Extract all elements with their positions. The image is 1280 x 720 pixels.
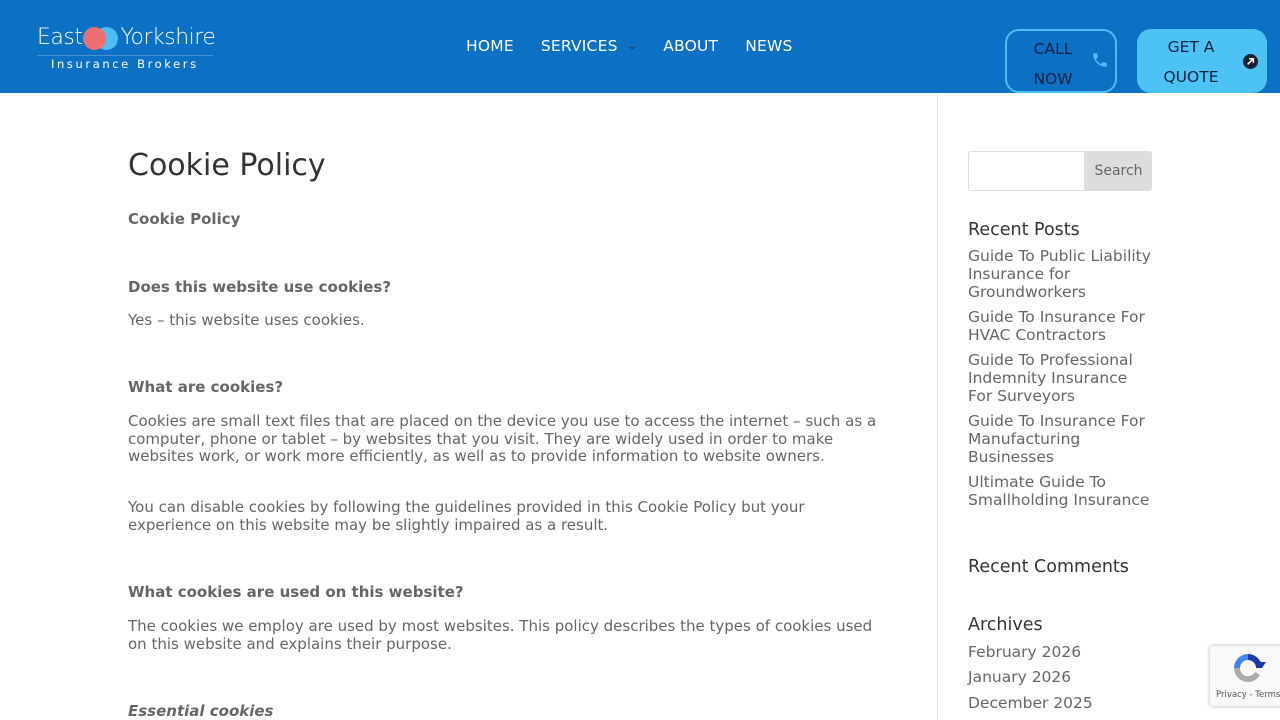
sidebar-divider bbox=[937, 93, 938, 720]
arrow-up-right-icon bbox=[1243, 54, 1258, 69]
nav-news[interactable] bbox=[745, 37, 792, 55]
nav-home[interactable] bbox=[466, 37, 514, 55]
section-subheading: Essential cookies bbox=[128, 702, 274, 720]
recent-post-link[interactable]: Guide To Public Liability Insurance for Groundworkers bbox=[968, 247, 1151, 301]
page-title: Cookie Policy bbox=[128, 148, 326, 183]
recent-post-link[interactable]: Ultimate Guide To Smallholding Insurance bbox=[968, 473, 1150, 509]
main-nav bbox=[466, 34, 820, 58]
section-heading: What are cookies? bbox=[128, 378, 284, 396]
logo-word-yorkshire: Yorkshire bbox=[120, 25, 216, 50]
search-button[interactable]: Search bbox=[1084, 152, 1152, 190]
nav-home-label: HOME bbox=[466, 37, 514, 55]
site-logo[interactable] bbox=[37, 22, 217, 74]
recent-post-link[interactable]: Guide To Insurance For Manufacturing Businesses bbox=[968, 412, 1145, 466]
chevron-down-icon: ⌄ bbox=[626, 40, 638, 52]
section-heading: What cookies are used on this website? bbox=[128, 583, 464, 601]
nav-about[interactable] bbox=[663, 37, 718, 55]
get-a-quote-line1: GET A bbox=[1167, 38, 1215, 56]
call-now-label bbox=[1029, 34, 1077, 94]
paragraph: Cookies are small text files that are placed on the device you use to access the internet – such as a computer, phone or tablet – by websites that you visit. They are widely used in order to make websites work, or work more efficiently, as well as to provide information to website owners. bbox=[128, 412, 877, 466]
section-heading: Cookie Policy bbox=[128, 210, 241, 228]
call-now-line1: CALL bbox=[1033, 40, 1073, 58]
archive-link[interactable]: January 2026 bbox=[968, 668, 1072, 686]
section-heading: Does this website use cookies? bbox=[128, 278, 392, 296]
recent-post-link[interactable]: Guide To Professional Indemnity Insurance For Surveyors bbox=[968, 351, 1133, 405]
get-a-quote-button[interactable] bbox=[1137, 29, 1267, 93]
logo-word-east: East bbox=[37, 25, 83, 50]
search-input[interactable] bbox=[969, 152, 1084, 190]
site-header bbox=[0, 0, 1280, 93]
archive-link[interactable]: December 2025 bbox=[968, 694, 1093, 712]
paragraph: Yes – this website uses cookies. bbox=[128, 311, 365, 329]
nav-services-label: SERVICES bbox=[540, 37, 618, 55]
archive-link[interactable]: February 2026 bbox=[968, 643, 1082, 661]
logo-wordmark bbox=[37, 22, 215, 54]
get-a-quote-line2: QUOTE bbox=[1163, 68, 1219, 86]
recaptcha-privacy-terms[interactable]: Privacy - Terms bbox=[1216, 690, 1280, 700]
recent-post-link[interactable]: Guide To Insurance For HVAC Contractors bbox=[968, 308, 1145, 344]
call-now-button[interactable] bbox=[1005, 29, 1117, 93]
nav-services[interactable] bbox=[541, 37, 636, 55]
phone-icon bbox=[1091, 51, 1109, 69]
recaptcha-icon bbox=[1230, 650, 1266, 686]
logo-circles-icon bbox=[83, 25, 119, 51]
call-now-line2: NOW bbox=[1033, 70, 1073, 88]
paragraph: The cookies we employ are used by most websites. This policy describes the types of cookies used on this website and explains their purpose. bbox=[128, 617, 873, 653]
nav-about-label: ABOUT bbox=[663, 37, 719, 55]
paragraph: You can disable cookies by following the guidelines provided in this Cookie Policy but your experience on this website may be slightly impaired as a result. bbox=[128, 498, 805, 534]
recaptcha-badge[interactable] bbox=[1210, 646, 1280, 706]
search-form bbox=[968, 151, 1152, 191]
get-a-quote-label bbox=[1155, 32, 1227, 92]
nav-news-label: NEWS bbox=[745, 37, 793, 55]
archives-title: Archives bbox=[968, 615, 1043, 635]
logo-tagline: Insurance Brokers bbox=[51, 57, 199, 71]
recent-posts-title: Recent Posts bbox=[968, 220, 1080, 240]
recent-comments-title: Recent Comments bbox=[968, 557, 1129, 577]
